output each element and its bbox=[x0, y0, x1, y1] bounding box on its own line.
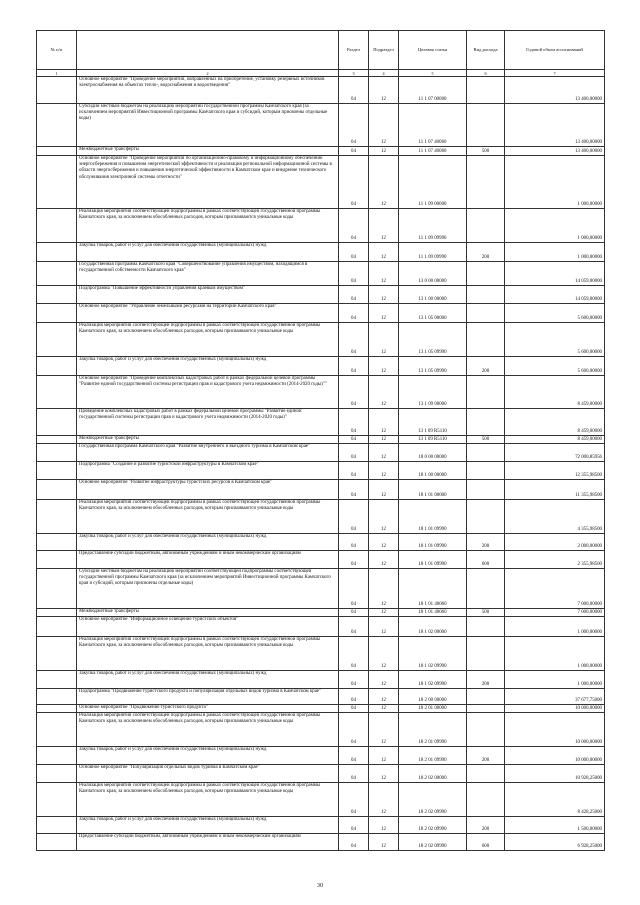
row-number bbox=[37, 713, 77, 747]
column-index: 7 bbox=[505, 70, 605, 77]
row-podrazdel: 12 bbox=[369, 323, 399, 357]
row-podrazdel: 12 bbox=[369, 480, 399, 500]
row-sum: 7 000,00000 bbox=[505, 609, 605, 617]
row-razdel: 04 bbox=[339, 323, 369, 357]
row-vid-raskhoda bbox=[467, 304, 505, 323]
row-name: Предоставление субсидий бюджетным, автономным учреждениям и иным некоммерческим организациям bbox=[77, 834, 339, 851]
row-celevaya-statya: 18 2 01 09990 bbox=[399, 713, 467, 747]
row-sum: 6 928,25000 bbox=[505, 834, 605, 851]
row-vid-raskhoda: 200 bbox=[467, 817, 505, 834]
row-name: Межбюджетные трансферты bbox=[77, 147, 339, 156]
row-celevaya-statya: 18 0 00 00000 bbox=[399, 444, 467, 462]
row-sum: 2 000,00000 bbox=[505, 534, 605, 551]
row-celevaya-statya: 18 1 01 00000 bbox=[399, 480, 467, 500]
row-razdel: 04 bbox=[339, 705, 369, 713]
row-sum: 10 000,00000 bbox=[505, 747, 605, 765]
row-sum: 8 459,00000 bbox=[505, 409, 605, 436]
row-name: Закупка товаров, работ и услуг для обеспечения государственных (муниципальных) нужд bbox=[77, 243, 339, 262]
table-row bbox=[37, 569, 605, 609]
row-vid-raskhoda bbox=[467, 500, 505, 534]
table-row bbox=[37, 480, 605, 500]
column-index: 6 bbox=[467, 70, 505, 77]
row-podrazdel: 12 bbox=[369, 609, 399, 617]
row-razdel: 04 bbox=[339, 817, 369, 834]
row-razdel: 04 bbox=[339, 569, 369, 609]
row-celevaya-statya: 13 1 09 00000 bbox=[399, 376, 467, 409]
row-sum: 5 600,00000 bbox=[505, 323, 605, 357]
row-celevaya-statya: 13 1 09 R5110 bbox=[399, 436, 467, 444]
row-celevaya-statya: 18 2 02 09990 bbox=[399, 817, 467, 834]
row-podrazdel: 12 bbox=[369, 834, 399, 851]
row-name: Межбюджетные трансферты bbox=[77, 609, 339, 617]
row-razdel: 04 bbox=[339, 243, 369, 262]
row-name: Подпрограмма "Создание и развитие туристской инфраструктуры в Камчатском крае" bbox=[77, 462, 339, 480]
row-razdel: 04 bbox=[339, 500, 369, 534]
row-number bbox=[37, 500, 77, 534]
row-celevaya-statya: 11 1 09 00000 bbox=[399, 156, 467, 209]
column-index: 1 bbox=[37, 70, 77, 77]
row-razdel: 04 bbox=[339, 304, 369, 323]
row-number bbox=[37, 569, 77, 609]
table-row bbox=[37, 834, 605, 851]
row-celevaya-statya: 18 1 01 40060 bbox=[399, 609, 467, 617]
column-index: 5 bbox=[399, 70, 467, 77]
row-sum: 4 355,98500 bbox=[505, 500, 605, 534]
row-name: Основное мероприятие "Управление земельными ресурсами на территории Камчатского края" bbox=[77, 304, 339, 323]
row-number bbox=[37, 551, 77, 569]
table-row bbox=[37, 671, 605, 689]
row-vid-raskhoda bbox=[467, 705, 505, 713]
row-sum: 1 000,00000 bbox=[505, 243, 605, 262]
row-razdel: 04 bbox=[339, 147, 369, 156]
table-row bbox=[37, 534, 605, 551]
header-vid-raskhoda: Вид расхода bbox=[467, 31, 505, 70]
row-number bbox=[37, 747, 77, 765]
row-number bbox=[37, 243, 77, 262]
row-sum: 1 000,00000 bbox=[505, 671, 605, 689]
row-name: Межбюджетные трансферты bbox=[77, 436, 339, 444]
row-razdel: 04 bbox=[339, 286, 369, 304]
row-sum: 1 000,00000 bbox=[505, 209, 605, 243]
row-razdel: 04 bbox=[339, 436, 369, 444]
header-name bbox=[77, 31, 339, 70]
row-name: Подпрограмма "Продвижение туристского продукта и популяризация отдельных видов туризма в Камчатском крае" bbox=[77, 689, 339, 705]
table-row bbox=[37, 243, 605, 262]
header-obem: Годовой объем ассигнований bbox=[505, 31, 605, 70]
row-celevaya-statya: 11 1 09 09990 bbox=[399, 209, 467, 243]
row-razdel: 04 bbox=[339, 609, 369, 617]
row-vid-raskhoda bbox=[467, 209, 505, 243]
row-celevaya-statya: 13 1 05 09990 bbox=[399, 357, 467, 376]
row-number bbox=[37, 617, 77, 637]
page-number: 30 bbox=[317, 883, 323, 889]
table-row bbox=[37, 817, 605, 834]
table-row bbox=[37, 436, 605, 444]
row-celevaya-statya: 18 1 00 00000 bbox=[399, 462, 467, 480]
table-row bbox=[37, 765, 605, 783]
row-sum: 13 400,00000 bbox=[505, 77, 605, 104]
row-number bbox=[37, 765, 77, 783]
table-row bbox=[37, 637, 605, 671]
table-row bbox=[37, 500, 605, 534]
row-vid-raskhoda: 200 bbox=[467, 534, 505, 551]
row-sum: 37 677,75000 bbox=[505, 689, 605, 705]
row-name: Закупка товаров, работ и услуг для обеспечения государственных (муниципальных) нужд bbox=[77, 534, 339, 551]
row-razdel: 04 bbox=[339, 409, 369, 436]
table-row bbox=[37, 376, 605, 409]
row-number bbox=[37, 609, 77, 617]
row-podrazdel: 12 bbox=[369, 156, 399, 209]
row-sum: 72 000,85956 bbox=[505, 444, 605, 462]
row-number bbox=[37, 77, 77, 104]
row-razdel: 04 bbox=[339, 617, 369, 637]
table-row bbox=[37, 747, 605, 765]
row-razdel: 04 bbox=[339, 480, 369, 500]
row-sum: 1 000,00000 bbox=[505, 156, 605, 209]
row-sum: 5 600,00000 bbox=[505, 304, 605, 323]
row-name: Субсидии местным бюджетам на реализацию мероприятий государственной программы Камчатского края (за исключением мероприятий Инвестиционной программы Камчатского края и субсидий, которым присвоены отдельные коды) bbox=[77, 104, 339, 147]
row-number bbox=[37, 409, 77, 436]
row-name: Государственная программа Камчатского края "Совершенствование управления имуществом, находящимся в государственной собственности Камчатского края" bbox=[77, 262, 339, 286]
row-podrazdel: 12 bbox=[369, 209, 399, 243]
row-name: Основное мероприятие "Проведение комплексных кадастровых работ в рамках федеральной целевой программы "Развитие единой государственной системы регистрации прав и кадастрового учета недвижимости (2014-2020 годы)"" bbox=[77, 376, 339, 409]
row-vid-raskhoda bbox=[467, 637, 505, 671]
row-name: Основное мероприятие "Информационное освещение туристских объектов" bbox=[77, 617, 339, 637]
column-index: 4 bbox=[369, 70, 399, 77]
row-vid-raskhoda: 600 bbox=[467, 551, 505, 569]
row-razdel: 04 bbox=[339, 671, 369, 689]
table-header-row bbox=[37, 31, 605, 70]
row-sum: 8 428,25000 bbox=[505, 783, 605, 817]
row-podrazdel: 12 bbox=[369, 262, 399, 286]
row-vid-raskhoda: 500 bbox=[467, 147, 505, 156]
row-podrazdel: 12 bbox=[369, 534, 399, 551]
row-name: Подпрограмма "Повышение эффективности управления краевым имуществом" bbox=[77, 286, 339, 304]
row-sum: 14 059,00000 bbox=[505, 262, 605, 286]
row-name: Основное мероприятие "Развитие инфраструктуры туристских ресурсов в Камчатском крае" bbox=[77, 480, 339, 500]
row-podrazdel: 12 bbox=[369, 747, 399, 765]
row-name: Основное мероприятие "Продвижение туристского продукта" bbox=[77, 705, 339, 713]
row-celevaya-statya: 18 1 01 09990 bbox=[399, 534, 467, 551]
row-razdel: 04 bbox=[339, 77, 369, 104]
row-number bbox=[37, 834, 77, 851]
row-name: Основное мероприятие "Популяризация отдельных видов туризма в Камчатском крае" bbox=[77, 765, 339, 783]
row-name: Реализация мероприятий соответствующей подпрограммы в рамках соответствующей государственной программы Камчатского края, за исключением обособленных расходов, которым присваиваются уникальные коды bbox=[77, 209, 339, 243]
row-celevaya-statya: 13 1 09 R5110 bbox=[399, 409, 467, 436]
row-number bbox=[37, 462, 77, 480]
row-vid-raskhoda: 500 bbox=[467, 436, 505, 444]
row-name: Основное мероприятие "Проведение мероприятий по организационно-правовому и информационному обеспечению энергосбережения и повышения энергетической эффективности и реализация региональной информационной системы в области энергосбережения и повышения энергетической эффективности в Камчатском крае и внедрение технического обслуживания электронной системы отчетности" bbox=[77, 156, 339, 209]
row-sum: 8 459,00000 bbox=[505, 436, 605, 444]
row-sum: 1 000,00000 bbox=[505, 617, 605, 637]
row-sum: 13 400,00000 bbox=[505, 104, 605, 147]
row-vid-raskhoda: 200 bbox=[467, 357, 505, 376]
row-vid-raskhoda bbox=[467, 376, 505, 409]
table-row bbox=[37, 147, 605, 156]
row-name: Реализация мероприятий соответствующей подпрограммы в рамках соответствующей государственной программы Камчатского края, за исключением обособленных расходов, которым присваиваются уникальные коды bbox=[77, 783, 339, 817]
row-celevaya-statya: 13 0 00 00000 bbox=[399, 262, 467, 286]
row-vid-raskhoda bbox=[467, 765, 505, 783]
table-row bbox=[37, 357, 605, 376]
row-sum: 5 600,00000 bbox=[505, 357, 605, 376]
row-razdel: 04 bbox=[339, 376, 369, 409]
table-row bbox=[37, 77, 605, 104]
row-celevaya-statya: 13 1 00 00000 bbox=[399, 286, 467, 304]
table-row bbox=[37, 713, 605, 747]
row-sum: 8 459,00000 bbox=[505, 376, 605, 409]
row-podrazdel: 12 bbox=[369, 783, 399, 817]
row-podrazdel: 12 bbox=[369, 689, 399, 705]
table-row bbox=[37, 104, 605, 147]
row-celevaya-statya: 11 1 07 40060 bbox=[399, 104, 467, 147]
row-sum: 10 000,00000 bbox=[505, 713, 605, 747]
row-number bbox=[37, 323, 77, 357]
row-number bbox=[37, 783, 77, 817]
header-razdel: Раздел bbox=[339, 31, 369, 70]
row-sum: 11 355,98500 bbox=[505, 480, 605, 500]
row-vid-raskhoda bbox=[467, 713, 505, 747]
row-razdel: 04 bbox=[339, 551, 369, 569]
row-celevaya-statya: 11 1 07 40060 bbox=[399, 147, 467, 156]
row-name: Закупка товаров, работ и услуг для обеспечения государственных (муниципальных) нужд bbox=[77, 357, 339, 376]
header-podrazdel: Подраздел bbox=[369, 31, 399, 70]
table-row bbox=[37, 617, 605, 637]
row-number bbox=[37, 147, 77, 156]
table-row bbox=[37, 609, 605, 617]
row-vid-raskhoda bbox=[467, 323, 505, 357]
row-podrazdel: 12 bbox=[369, 569, 399, 609]
row-podrazdel: 12 bbox=[369, 104, 399, 147]
row-number bbox=[37, 104, 77, 147]
row-vid-raskhoda bbox=[467, 409, 505, 436]
row-razdel: 04 bbox=[339, 747, 369, 765]
row-podrazdel: 12 bbox=[369, 671, 399, 689]
table-body bbox=[37, 77, 605, 851]
row-vid-raskhoda: 200 bbox=[467, 747, 505, 765]
row-number bbox=[37, 444, 77, 462]
row-celevaya-statya: 18 1 02 09990 bbox=[399, 637, 467, 671]
row-razdel: 04 bbox=[339, 765, 369, 783]
row-podrazdel: 12 bbox=[369, 77, 399, 104]
row-celevaya-statya: 18 1 01 09990 bbox=[399, 500, 467, 534]
row-razdel: 04 bbox=[339, 689, 369, 705]
row-razdel: 04 bbox=[339, 209, 369, 243]
row-vid-raskhoda bbox=[467, 156, 505, 209]
table-row bbox=[37, 783, 605, 817]
row-number bbox=[37, 376, 77, 409]
table-row bbox=[37, 156, 605, 209]
row-name: Реализация мероприятий соответствующей подпрограммы в рамках соответствующей государственной программы Камчатского края, за исключением обособленных расходов, которым присваиваются уникальные коды bbox=[77, 637, 339, 671]
row-razdel: 04 bbox=[339, 713, 369, 747]
row-celevaya-statya: 13 1 05 09990 bbox=[399, 323, 467, 357]
row-number bbox=[37, 534, 77, 551]
row-celevaya-statya: 11 1 09 09990 bbox=[399, 243, 467, 262]
row-name: Проведение комплексных кадастровых работ в рамках федеральной целевой программы "Развитие единой государственной системы регистрации прав и кадастрового учета недвижимости (2014-2020 годы)" bbox=[77, 409, 339, 436]
row-podrazdel: 12 bbox=[369, 304, 399, 323]
row-name: Реализация мероприятий соответствующей подпрограммы в рамках соответствующей государственной программы Камчатского края, за исключением обособленных расходов, которым присваиваются уникальные коды bbox=[77, 323, 339, 357]
row-razdel: 04 bbox=[339, 834, 369, 851]
row-number bbox=[37, 304, 77, 323]
row-vid-raskhoda bbox=[467, 262, 505, 286]
row-razdel: 04 bbox=[339, 262, 369, 286]
row-podrazdel: 12 bbox=[369, 817, 399, 834]
row-podrazdel: 12 bbox=[369, 617, 399, 637]
row-sum: 13 400,00000 bbox=[505, 147, 605, 156]
row-razdel: 04 bbox=[339, 444, 369, 462]
row-vid-raskhoda bbox=[467, 689, 505, 705]
row-vid-raskhoda bbox=[467, 783, 505, 817]
row-razdel: 04 bbox=[339, 156, 369, 209]
row-vid-raskhoda bbox=[467, 480, 505, 500]
row-vid-raskhoda bbox=[467, 617, 505, 637]
row-podrazdel: 12 bbox=[369, 286, 399, 304]
row-vid-raskhoda bbox=[467, 444, 505, 462]
row-podrazdel: 12 bbox=[369, 243, 399, 262]
row-razdel: 04 bbox=[339, 462, 369, 480]
row-name: Предоставление субсидий бюджетным, автономным учреждениям и иным некоммерческим организациям bbox=[77, 551, 339, 569]
row-number bbox=[37, 286, 77, 304]
document-page bbox=[36, 30, 604, 851]
row-name: Закупка товаров, работ и услуг для обеспечения государственных (муниципальных) нужд bbox=[77, 671, 339, 689]
row-celevaya-statya: 18 2 02 09990 bbox=[399, 783, 467, 817]
table-row bbox=[37, 689, 605, 705]
row-name: Реализация мероприятий соответствующей подпрограммы в рамках соответствующей государственной программы Камчатского края, за исключением обособленных расходов, которым присваиваются уникальные коды bbox=[77, 713, 339, 747]
row-sum: 2 355,98500 bbox=[505, 551, 605, 569]
row-number bbox=[37, 817, 77, 834]
row-celevaya-statya: 18 1 02 09990 bbox=[399, 671, 467, 689]
table-row bbox=[37, 209, 605, 243]
table-row bbox=[37, 262, 605, 286]
row-vid-raskhoda bbox=[467, 104, 505, 147]
row-sum: 12 355,98500 bbox=[505, 462, 605, 480]
row-celevaya-statya: 18 2 00 00000 bbox=[399, 689, 467, 705]
row-celevaya-statya: 11 1 07 00000 bbox=[399, 77, 467, 104]
column-index: 3 bbox=[339, 70, 369, 77]
row-number bbox=[37, 637, 77, 671]
row-sum: 10 000,00000 bbox=[505, 705, 605, 713]
header-celevaya-statya: Целевая статья bbox=[399, 31, 467, 70]
table-row bbox=[37, 551, 605, 569]
row-celevaya-statya: 18 2 01 09990 bbox=[399, 747, 467, 765]
row-sum: 10 928,25000 bbox=[505, 765, 605, 783]
row-podrazdel: 12 bbox=[369, 462, 399, 480]
row-number bbox=[37, 357, 77, 376]
row-number bbox=[37, 671, 77, 689]
row-podrazdel: 12 bbox=[369, 147, 399, 156]
row-podrazdel: 12 bbox=[369, 357, 399, 376]
row-number bbox=[37, 689, 77, 705]
row-vid-raskhoda: 600 bbox=[467, 834, 505, 851]
table-row bbox=[37, 286, 605, 304]
column-index: 2 bbox=[77, 70, 339, 77]
table-row bbox=[37, 444, 605, 462]
row-razdel: 04 bbox=[339, 104, 369, 147]
row-celevaya-statya: 18 1 01 09990 bbox=[399, 551, 467, 569]
row-number bbox=[37, 480, 77, 500]
row-name: Субсидии местным бюджетам на реализацию мероприятий соответствующей подпрограммы соответствующей государственной программы Камчатского края (за исключением мероприятий Инвестиционной программы Камчатского края и субсидий, которым присвоены отдельные коды) bbox=[77, 569, 339, 609]
row-vid-raskhoda bbox=[467, 569, 505, 609]
row-vid-raskhoda: 200 bbox=[467, 671, 505, 689]
row-name: Государственная программа Камчатского края "Развитие внутреннего и въездного туризма в Камчатском крае" bbox=[77, 444, 339, 462]
row-sum: 1 000,00000 bbox=[505, 637, 605, 671]
row-podrazdel: 12 bbox=[369, 409, 399, 436]
header-num: № п/п bbox=[37, 31, 77, 70]
row-vid-raskhoda bbox=[467, 77, 505, 104]
row-name: Закупка товаров, работ и услуг для обеспечения государственных (муниципальных) нужд bbox=[77, 747, 339, 765]
row-podrazdel: 12 bbox=[369, 713, 399, 747]
row-name: Реализация мероприятий соответствующей подпрограммы в рамках соответствующей государственной программы Камчатского края, за исключением обособленных расходов, которым присваиваются уникальные коды bbox=[77, 500, 339, 534]
row-number bbox=[37, 436, 77, 444]
row-podrazdel: 12 bbox=[369, 705, 399, 713]
row-celevaya-statya: 18 2 02 09990 bbox=[399, 834, 467, 851]
row-sum: 14 059,00000 bbox=[505, 286, 605, 304]
row-vid-raskhoda: 500 bbox=[467, 609, 505, 617]
table-row bbox=[37, 323, 605, 357]
row-number bbox=[37, 705, 77, 713]
row-razdel: 04 bbox=[339, 783, 369, 817]
row-vid-raskhoda bbox=[467, 286, 505, 304]
row-vid-raskhoda bbox=[467, 462, 505, 480]
row-razdel: 04 bbox=[339, 637, 369, 671]
row-number bbox=[37, 209, 77, 243]
row-razdel: 04 bbox=[339, 534, 369, 551]
row-razdel: 04 bbox=[339, 357, 369, 376]
row-podrazdel: 12 bbox=[369, 444, 399, 462]
table-row bbox=[37, 304, 605, 323]
row-name: Закупка товаров, работ и услуг для обеспечения государственных (муниципальных) нужд bbox=[77, 817, 339, 834]
row-sum: 7 000,00000 bbox=[505, 569, 605, 609]
row-podrazdel: 12 bbox=[369, 436, 399, 444]
row-sum: 1 500,00000 bbox=[505, 817, 605, 834]
row-podrazdel: 12 bbox=[369, 765, 399, 783]
column-index-row bbox=[37, 70, 605, 77]
row-podrazdel: 12 bbox=[369, 551, 399, 569]
budget-table bbox=[36, 30, 605, 851]
row-celevaya-statya: 18 1 02 00000 bbox=[399, 617, 467, 637]
table-row bbox=[37, 409, 605, 436]
row-podrazdel: 12 bbox=[369, 500, 399, 534]
row-number bbox=[37, 156, 77, 209]
table-row bbox=[37, 462, 605, 480]
row-celevaya-statya: 18 2 02 00000 bbox=[399, 765, 467, 783]
row-vid-raskhoda: 200 bbox=[467, 243, 505, 262]
table-row bbox=[37, 705, 605, 713]
row-celevaya-statya: 18 1 01 40060 bbox=[399, 569, 467, 609]
row-number bbox=[37, 262, 77, 286]
row-name: Основное мероприятие "Проведение мероприятий, направленных на приобретение, установку резервных источников электроснабжения на объектах тепло-, водоснабжения и водоотведения" bbox=[77, 77, 339, 104]
row-podrazdel: 12 bbox=[369, 637, 399, 671]
row-podrazdel: 12 bbox=[369, 376, 399, 409]
row-celevaya-statya: 18 2 01 00000 bbox=[399, 705, 467, 713]
row-celevaya-statya: 13 1 05 00000 bbox=[399, 304, 467, 323]
